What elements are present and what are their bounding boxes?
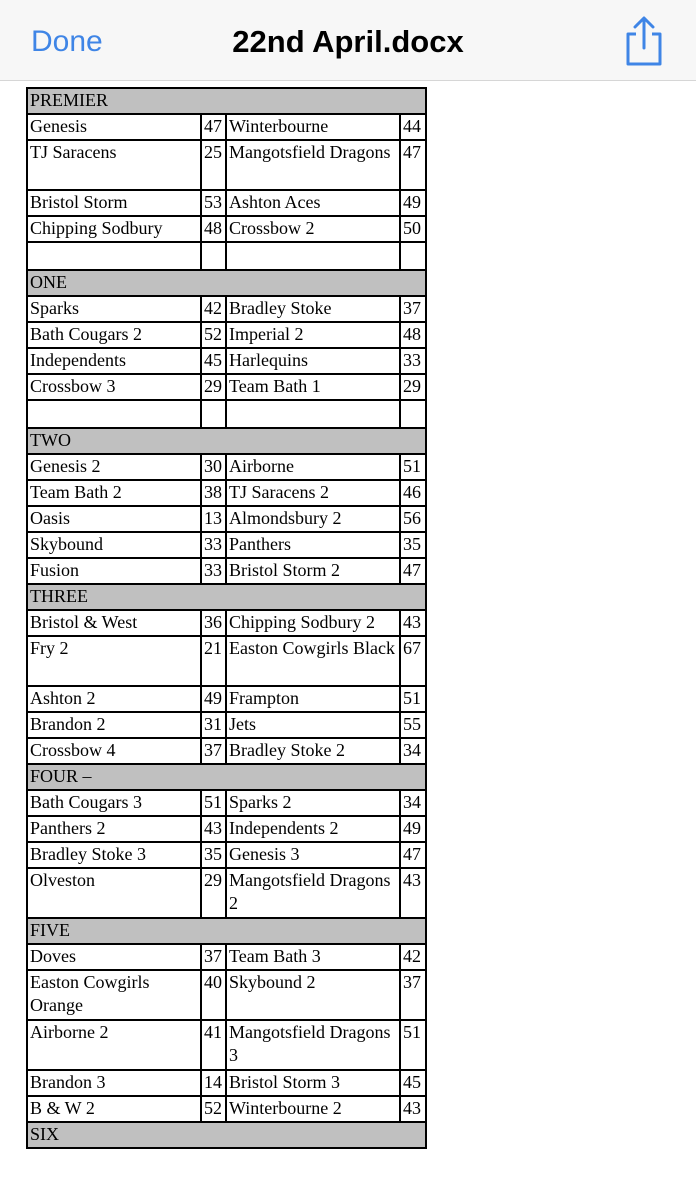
table-row — [27, 816, 426, 842]
table-row — [27, 868, 426, 918]
home-score: 33 — [201, 558, 226, 584]
away-score: 33 — [400, 348, 426, 374]
division-heading: THREE — [27, 584, 426, 610]
home-team: Brandon 2 — [27, 712, 201, 738]
away-team: Chipping Sodbury 2 — [226, 610, 400, 636]
home-score: 30 — [201, 454, 226, 480]
table-row — [27, 454, 426, 480]
away-team: Independents 2 — [226, 816, 400, 842]
home-team: Sparks — [27, 296, 201, 322]
away-team: Genesis 3 — [226, 842, 400, 868]
table-row — [27, 114, 426, 140]
away-score: 43 — [400, 610, 426, 636]
away-score: 46 — [400, 480, 426, 506]
home-team: Team Bath 2 — [27, 480, 201, 506]
home-team: Bristol Storm — [27, 190, 201, 216]
results-table — [26, 87, 427, 1149]
navigation-bar — [0, 0, 696, 81]
away-score: 29 — [400, 374, 426, 400]
home-score: 40 — [201, 970, 226, 1020]
table-row — [27, 970, 426, 1020]
empty-row — [27, 242, 426, 270]
home-score: 37 — [201, 944, 226, 970]
away-score: 51 — [400, 1020, 426, 1070]
away-team: Mangotsfield Dragons 2 — [226, 868, 400, 918]
home-team: Genesis 2 — [27, 454, 201, 480]
home-score: 51 — [201, 790, 226, 816]
away-score: 55 — [400, 712, 426, 738]
away-score: 47 — [400, 842, 426, 868]
home-score: 47 — [201, 114, 226, 140]
home-team: Easton Cowgirls Orange — [27, 970, 201, 1020]
division-heading: ONE — [27, 270, 426, 296]
empty-cell — [400, 242, 426, 270]
away-score: 34 — [400, 790, 426, 816]
away-score: 48 — [400, 322, 426, 348]
home-score: 38 — [201, 480, 226, 506]
empty-cell — [226, 242, 400, 270]
home-team: Oasis — [27, 506, 201, 532]
away-score: 51 — [400, 454, 426, 480]
away-team: Almondsbury 2 — [226, 506, 400, 532]
away-score: 37 — [400, 970, 426, 1020]
home-team: Crossbow 4 — [27, 738, 201, 764]
away-score: 67 — [400, 636, 426, 686]
home-team: Brandon 3 — [27, 1070, 201, 1096]
home-team: Bath Cougars 3 — [27, 790, 201, 816]
table-row — [27, 216, 426, 242]
home-team: Bath Cougars 2 — [27, 322, 201, 348]
away-score: 56 — [400, 506, 426, 532]
home-score: 53 — [201, 190, 226, 216]
away-team: Winterbourne — [226, 114, 400, 140]
home-team: Ashton 2 — [27, 686, 201, 712]
away-score: 42 — [400, 944, 426, 970]
document-title: 22nd April.docx — [232, 24, 464, 59]
home-score: 49 — [201, 686, 226, 712]
home-score: 35 — [201, 842, 226, 868]
home-score: 43 — [201, 816, 226, 842]
home-score: 48 — [201, 216, 226, 242]
table-row — [27, 374, 426, 400]
empty-cell — [400, 400, 426, 428]
table-row — [27, 1020, 426, 1070]
away-team: Imperial 2 — [226, 322, 400, 348]
away-team: Skybound 2 — [226, 970, 400, 1020]
away-team: Bristol Storm 2 — [226, 558, 400, 584]
home-score: 21 — [201, 636, 226, 686]
division-heading: PREMIER — [27, 88, 426, 114]
home-team: Crossbow 3 — [27, 374, 201, 400]
table-row — [27, 558, 426, 584]
away-score: 43 — [400, 1096, 426, 1122]
away-team: Airborne — [226, 454, 400, 480]
away-team: Ashton Aces — [226, 190, 400, 216]
away-score: 34 — [400, 738, 426, 764]
away-team: Frampton — [226, 686, 400, 712]
table-row — [27, 738, 426, 764]
table-row — [27, 842, 426, 868]
home-score: 42 — [201, 296, 226, 322]
division-heading: FOUR – — [27, 764, 426, 790]
home-score: 52 — [201, 1096, 226, 1122]
away-score: 37 — [400, 296, 426, 322]
share-icon — [622, 14, 666, 68]
empty-cell — [27, 400, 201, 428]
share-button[interactable] — [622, 14, 666, 68]
home-score: 31 — [201, 712, 226, 738]
done-button[interactable]: Done — [31, 25, 103, 58]
table-row — [27, 296, 426, 322]
table-row — [27, 686, 426, 712]
home-team: Airborne 2 — [27, 1020, 201, 1070]
home-team: TJ Saracens — [27, 140, 201, 190]
home-team: Bristol & West — [27, 610, 201, 636]
away-team: Sparks 2 — [226, 790, 400, 816]
away-team: Team Bath 3 — [226, 944, 400, 970]
away-score: 47 — [400, 140, 426, 190]
away-team: Winterbourne 2 — [226, 1096, 400, 1122]
home-score: 37 — [201, 738, 226, 764]
home-team: Fusion — [27, 558, 201, 584]
away-score: 51 — [400, 686, 426, 712]
home-team: Panthers 2 — [27, 816, 201, 842]
away-team: Bradley Stoke 2 — [226, 738, 400, 764]
away-score: 44 — [400, 114, 426, 140]
away-score: 49 — [400, 816, 426, 842]
home-score: 29 — [201, 868, 226, 918]
home-score: 29 — [201, 374, 226, 400]
away-score: 50 — [400, 216, 426, 242]
home-team: Genesis — [27, 114, 201, 140]
table-row — [27, 712, 426, 738]
home-score: 41 — [201, 1020, 226, 1070]
empty-cell — [27, 242, 201, 270]
away-team: TJ Saracens 2 — [226, 480, 400, 506]
empty-cell — [201, 242, 226, 270]
away-score: 49 — [400, 190, 426, 216]
table-row — [27, 532, 426, 558]
division-heading: TWO — [27, 428, 426, 454]
away-team: Jets — [226, 712, 400, 738]
home-score: 36 — [201, 610, 226, 636]
away-team: Harlequins — [226, 348, 400, 374]
home-team: B & W 2 — [27, 1096, 201, 1122]
document-page[interactable] — [26, 87, 427, 1149]
away-team: Mangotsfield Dragons 3 — [226, 1020, 400, 1070]
table-row — [27, 480, 426, 506]
away-team: Bradley Stoke — [226, 296, 400, 322]
away-team: Bristol Storm 3 — [226, 1070, 400, 1096]
away-score: 35 — [400, 532, 426, 558]
home-score: 52 — [201, 322, 226, 348]
home-team: Bradley Stoke 3 — [27, 842, 201, 868]
table-row — [27, 1070, 426, 1096]
away-team: Easton Cowgirls Black — [226, 636, 400, 686]
table-row — [27, 636, 426, 686]
home-team: Chipping Sodbury — [27, 216, 201, 242]
table-row — [27, 944, 426, 970]
home-team: Independents — [27, 348, 201, 374]
table-row — [27, 610, 426, 636]
table-row — [27, 140, 426, 190]
table-row — [27, 348, 426, 374]
home-score: 45 — [201, 348, 226, 374]
home-team: Fry 2 — [27, 636, 201, 686]
table-row — [27, 1096, 426, 1122]
away-team: Team Bath 1 — [226, 374, 400, 400]
away-score: 45 — [400, 1070, 426, 1096]
home-score: 14 — [201, 1070, 226, 1096]
table-row — [27, 790, 426, 816]
away-score: 43 — [400, 868, 426, 918]
home-team: Skybound — [27, 532, 201, 558]
home-score: 25 — [201, 140, 226, 190]
away-team: Panthers — [226, 532, 400, 558]
table-row — [27, 190, 426, 216]
home-score: 13 — [201, 506, 226, 532]
away-team: Crossbow 2 — [226, 216, 400, 242]
table-row — [27, 322, 426, 348]
home-team: Doves — [27, 944, 201, 970]
division-heading: SIX — [27, 1122, 426, 1148]
away-team: Mangotsfield Dragons — [226, 140, 400, 190]
empty-cell — [226, 400, 400, 428]
away-score: 47 — [400, 558, 426, 584]
empty-row — [27, 400, 426, 428]
empty-cell — [201, 400, 226, 428]
home-score: 33 — [201, 532, 226, 558]
home-team: Olveston — [27, 868, 201, 918]
table-row — [27, 506, 426, 532]
division-heading: FIVE — [27, 918, 426, 944]
